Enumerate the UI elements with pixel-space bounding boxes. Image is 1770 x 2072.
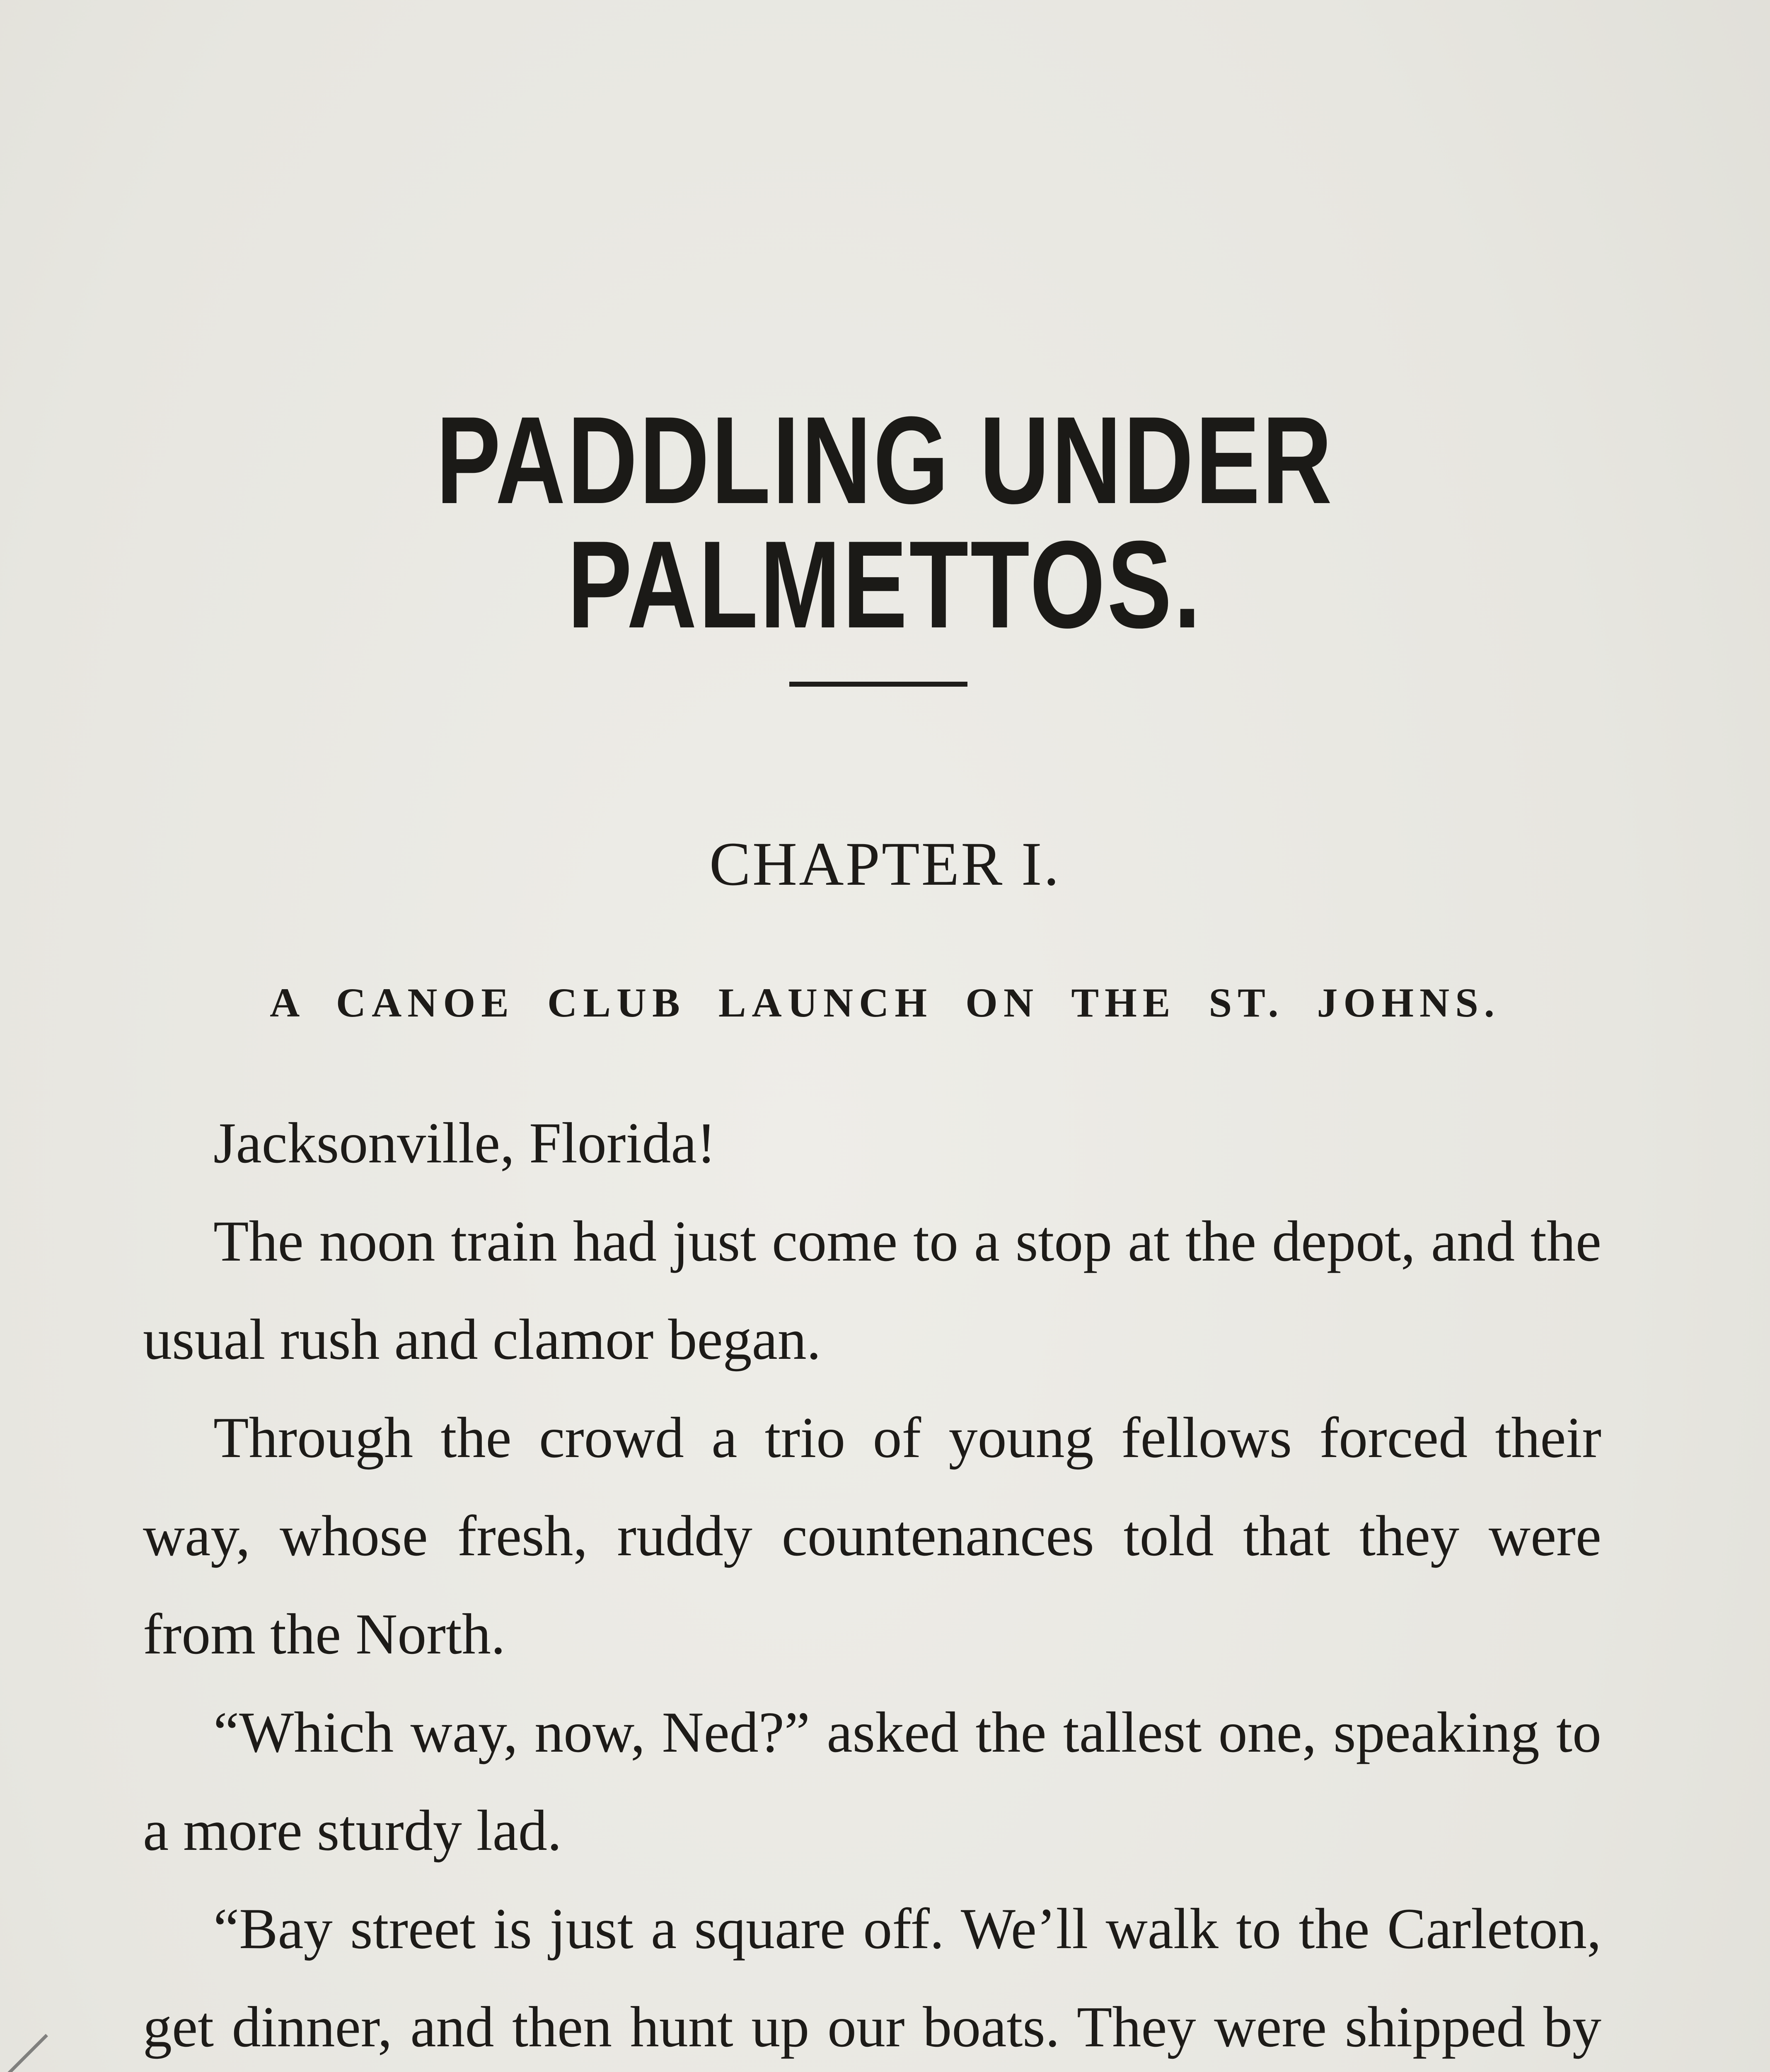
margin-pencil-mark <box>0 2034 48 2072</box>
paragraph: “Which way, now, Ned?” asked the tallest one, speaking to a more sturdy lad. <box>143 1700 1601 1863</box>
paragraph: “Bay street is just a square off. We’ll walk to the Carleton, get dinner, and then hunt up our boats. They were shipped by <box>143 1897 1601 2059</box>
paragraph: Through the crowd a trio of young fellows forced their way, whose fresh, ruddy countenances told that they were from the North. <box>143 1406 1601 1666</box>
chapter-subtitle: A CANOE CLUB LAUNCH ON THE ST. JOHNS. <box>270 980 1500 1026</box>
title-divider <box>789 682 967 687</box>
chapter-heading: CHAPTER I. <box>709 830 1061 898</box>
paragraph: The noon train had just come to a stop at the depot, and the usual rush and clamor began. <box>143 1209 1601 1372</box>
book-title: PADDLING UNDER PALMETTOS. <box>436 390 1334 654</box>
paragraph: Jacksonville, Florida! <box>213 1111 716 1175</box>
chapter-body <box>143 1094 1601 2072</box>
